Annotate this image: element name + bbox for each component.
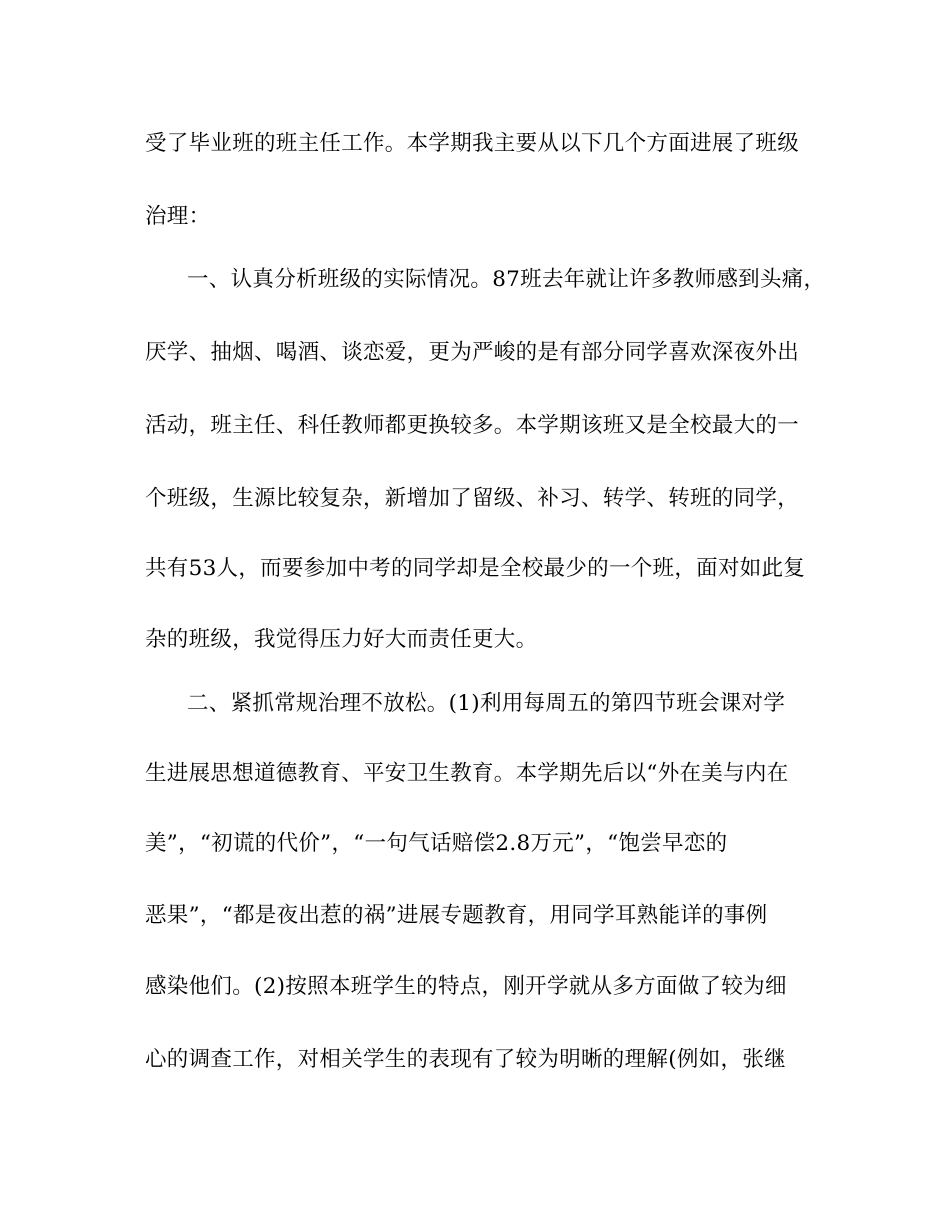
text-line-11: 美”，“初谎的代价”，“一句气话赔偿2.8万元”，“饱尝早恋的 <box>145 831 728 856</box>
text-line-8: 杂的班级，我觉得压力好大而责任更大。 <box>145 627 538 652</box>
text-line-13: 感染他们。(2)按照本班学生的特点，刚开学就从多方面做了较为细 <box>145 974 787 999</box>
text-line-12: 恶果”，“都是夜出惹的祸”进展专题教育，用同学耳熟能详的事例 <box>145 903 768 928</box>
text-line-5: 活动，班主任、科任教师都更换较多。本学期该班又是全校最大的一 <box>145 413 800 438</box>
text-line-6: 个班级，生源比较复杂，新增加了留级、补习、转学、转班的同学， <box>145 486 800 511</box>
text-line-14: 心的调查工作，对相关学生的表现有了较为明晰的理解(例如，张继 <box>145 1047 786 1072</box>
text-line-1: 受了毕业班的班主任工作。本学期我主要从以下几个方面进展了班级 <box>145 131 800 156</box>
text-line-2: 治理： <box>145 204 211 229</box>
text-line-7: 共有53人，而要参加中考的同学却是全校最少的一个班，面对如此复 <box>145 556 806 581</box>
text-line-4: 厌学、抽烟、喝酒、谈恋爱，更为严峻的是有部分同学喜欢深夜外出 <box>145 340 800 365</box>
paragraph-1-first-line: 一、认真分析班级的实际情况。87班去年就让许多教师感到头痛， <box>187 267 826 292</box>
text-line-10: 生进展思想道德教育、平安卫生教育。本学期先后以“外在美与内在 <box>145 761 789 786</box>
paragraph-2-first-line: 二、紧抓常规治理不放松。(1)利用每周五的第四节班会课对学 <box>187 691 786 716</box>
